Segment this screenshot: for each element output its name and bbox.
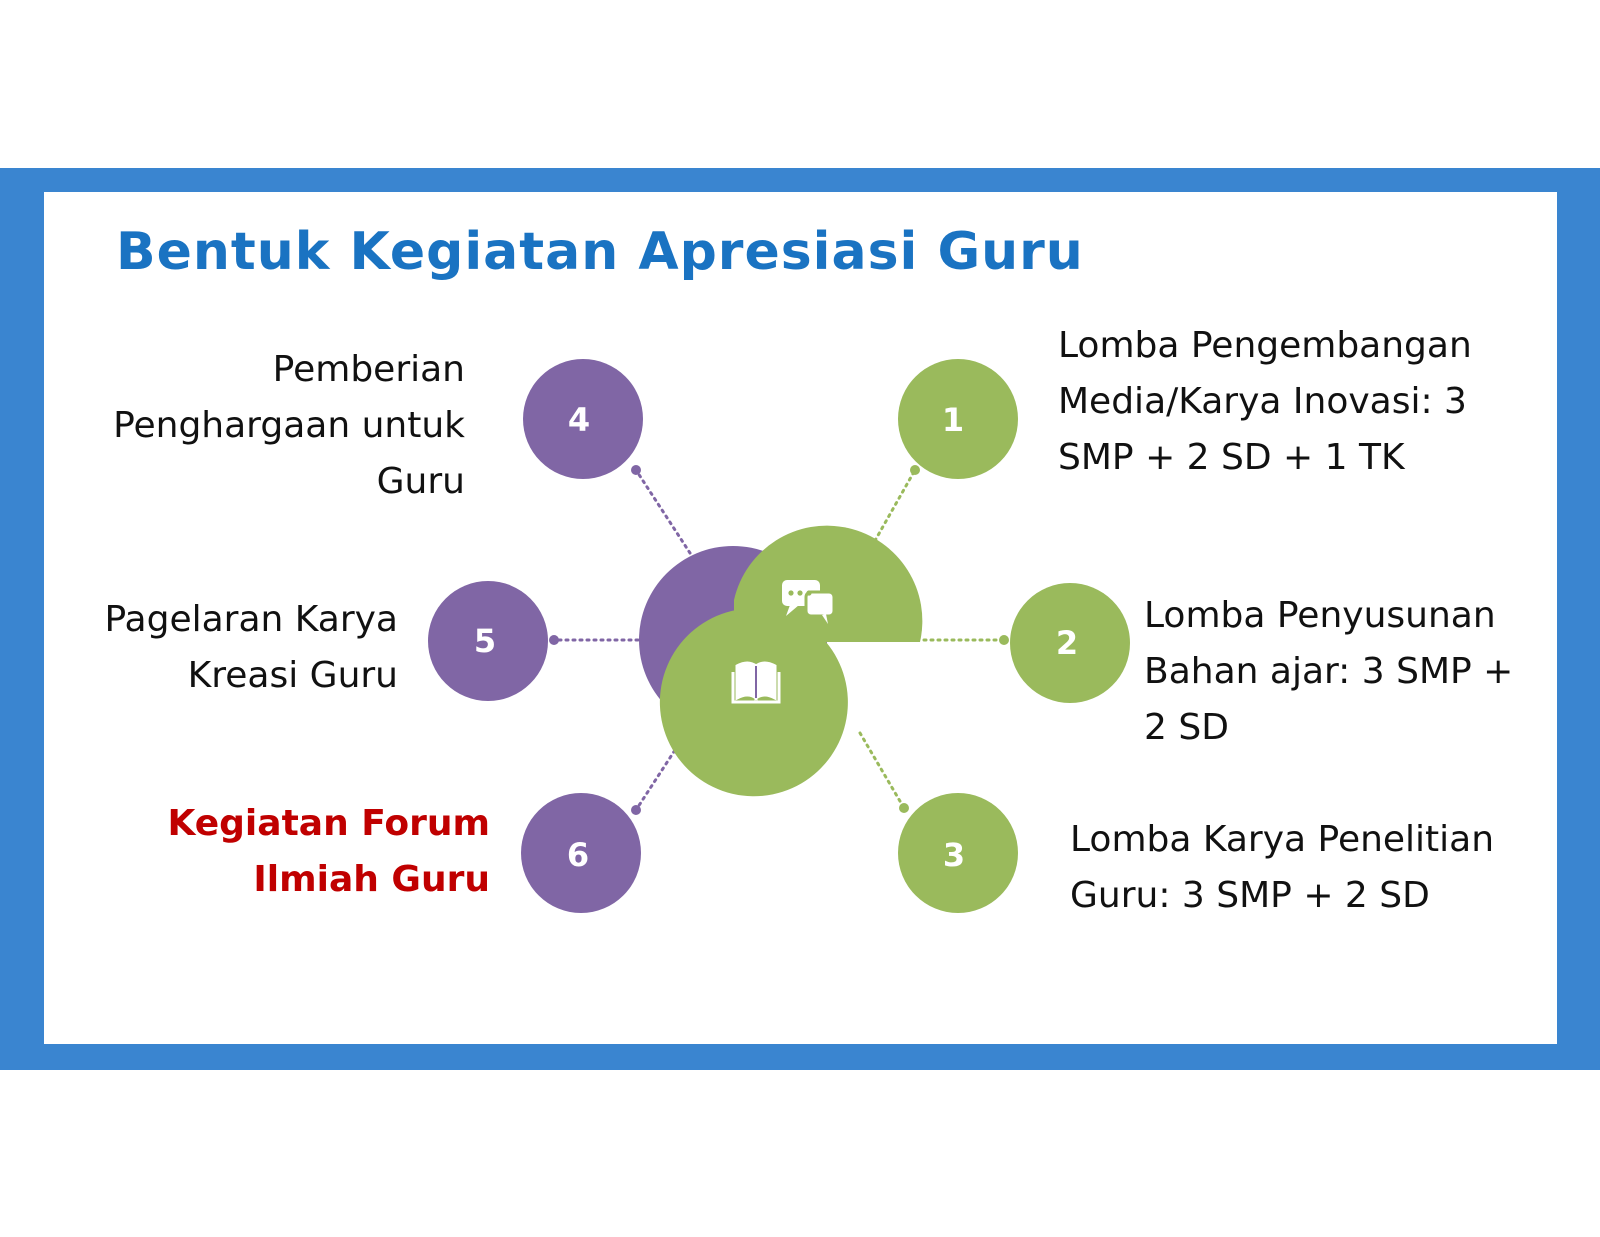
connector-dot-2 (999, 635, 1009, 645)
item-number-5: 5 (473, 622, 497, 660)
connector-dot-4 (631, 465, 641, 475)
item-number-3: 3 (942, 836, 966, 874)
page-title: Bentuk Kegiatan Apresiasi Guru (116, 222, 1084, 282)
item-label-5: Pagelaran Karya Kreasi Guru (104, 599, 398, 696)
center-hub (639, 514, 925, 796)
item-number-6: 6 (566, 836, 590, 874)
item-label-2: Lomba Penyusunan Bahan ajar: 3 SMP + 2 SD (1144, 595, 1514, 748)
connector-dot-3 (899, 803, 909, 813)
item-circle-3 (898, 793, 1018, 913)
item-number-2: 2 (1055, 624, 1079, 662)
connector-dot-5 (549, 635, 559, 645)
connector-dot-1 (910, 465, 920, 475)
item-circle-2 (1010, 583, 1130, 703)
item-label-6: Kegiatan Forum Ilmiah Guru (167, 803, 490, 900)
item-label-4: Pemberian Penghargaan untuk Guru (113, 349, 465, 502)
item-circle-4 (523, 359, 643, 479)
item-circle-1 (898, 359, 1018, 479)
connector-4 (636, 470, 690, 553)
item-number-1: 1 (941, 401, 965, 439)
connector-3 (860, 733, 904, 808)
open-book-icon (733, 663, 779, 702)
item-label-3: Lomba Karya Penelitian Guru: 3 SMP + 2 SD (1070, 819, 1495, 916)
item-label-1: Lomba Pengembangan Media/Karya Inovasi: 3 SMP + 2 SD + 1 TK (1058, 325, 1472, 478)
item-number-4: 4 (567, 401, 591, 439)
hub-green-top (734, 526, 922, 642)
connector-dot-6 (631, 805, 641, 815)
item-circle-5 (428, 581, 548, 701)
item-circle-6 (521, 793, 641, 913)
